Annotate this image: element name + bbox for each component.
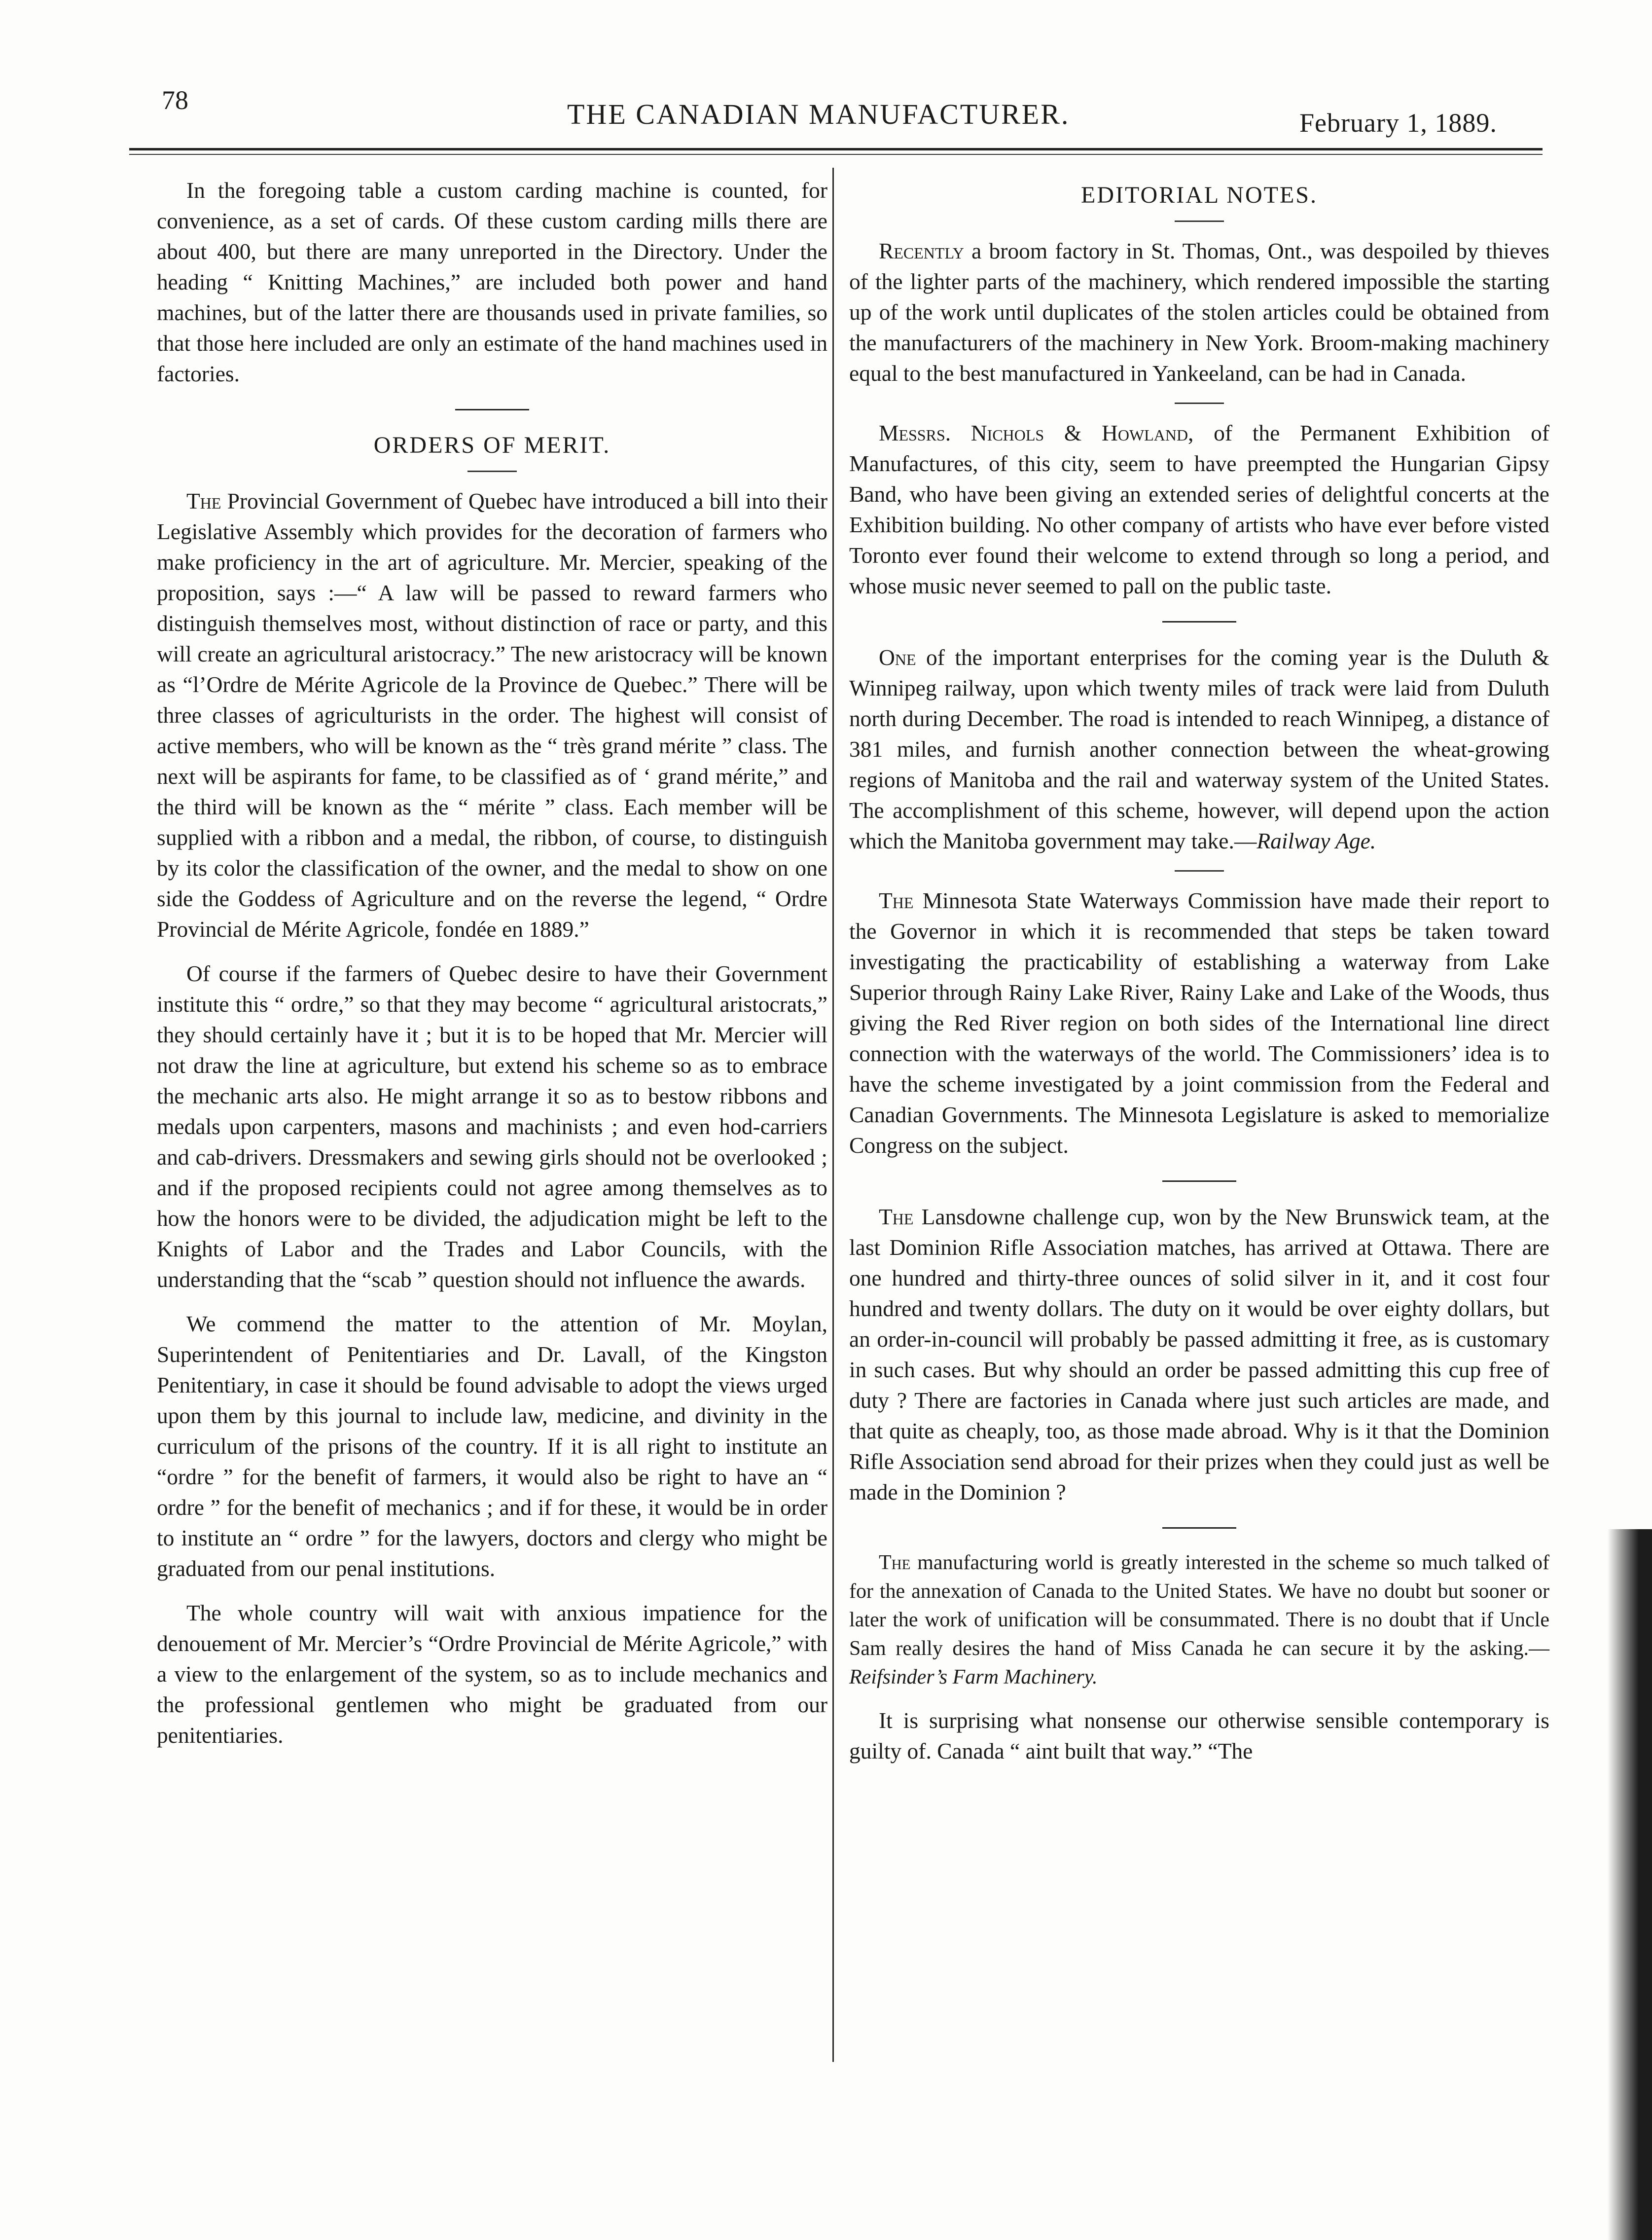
intro-paragraph: In the foregoing table a custom carding machine is counted, for convenience, as a set of cards. Of these custom carding mills there are about 400, but there are many unreported in the Directory. Under the heading “ Knitting Machines,” are included both power and hand machines, but of the latter there are thousands used in private families, so that those here included are only an estimate of the hand machines used in factories. — [157, 178, 827, 386]
note-divider — [1162, 1180, 1236, 1182]
scan-edge-shadow — [1608, 1529, 1652, 2240]
note-divider — [1162, 1527, 1236, 1529]
section-title-editorial-notes: EDITORIAL NOTES. — [1081, 182, 1318, 208]
source-citation: Railway Age. — [1257, 828, 1376, 853]
lead-word: The — [879, 1551, 911, 1574]
editorial-note: The Minnesota State Waterways Commission have made their report to the Governor in which it is recommended that steps be taken toward investigating the practicability of establishing a waterway from Lake Superior through Rainy Lake River, Rainy Lake and Lake of the Woods, thus giving the Red River region on both sides of the International line direct connection with the waterways of the world. The Commissioners’ idea is to have the scheme investigated by a joint commission from the Federal and Canadian Governments. The Minnesota Legislature is asked to memorialize Congress on the subject. — [849, 888, 1549, 1158]
lead-word: Recently — [879, 238, 964, 263]
section-divider — [455, 409, 529, 410]
article-paragraph: We commend the matter to the attention of Mr. Moylan, Superintendent of Penitentiaries and Dr. Lavall, of the Kingston Penitentiary, in case it should be found advisable to adopt the views urged upon them by this journal to include law, medicine, and divinity in the curriculum of the prisons of the country. If it is all right to institute an “ordre ” for the benefit of farmers, it would also be right to have an “ ordre ” for the benefit of mechanics ; and if for these, it would be in order to institute an “ ordre ” for the lawyers, doctors and clergy who might be graduated from our penal institutions. — [157, 1311, 827, 1581]
page-number: 78 — [162, 85, 188, 115]
section-title-orders-of-merit: ORDERS OF MERIT. — [373, 432, 611, 458]
note-divider — [1175, 403, 1224, 404]
editorial-note: The Lansdowne challenge cup, won by the New Brunswick team, at the last Dominion Rifle Association matches, has arrived at Ottawa. There are one hundred and thirty-three ounces of solid silver in it, and it cost four hundred and twenty dollars. The duty on it would be over eighty dollars, but an order-in-council will probably be passed admitting it free, as is customary in such cases. But why should an order be passed admitting this cup free of duty ? There are factories in Canada where just such articles are made, and that quite as cheaply, too, as those made abroad. Why is it that the Dominion Rifle Association send abroad for their prizes when they could just as well be made in the Dominion ? — [849, 1204, 1549, 1505]
left-column — [157, 175, 827, 1764]
right-column — [849, 175, 1549, 1780]
column-divider — [832, 168, 834, 2062]
lead-word: Messrs. Nichols & Howland, — [879, 420, 1194, 445]
page-header — [0, 0, 1652, 148]
header-rule-thin — [129, 154, 1543, 155]
article-paragraph: Of course if the farmers of Quebec desire to have their Government institute this “ ordre,” so that they may become “ agricultural aristocrats,” they should certainly have it ; but it is to be hoped that Mr. Mercier will not draw the line at agriculture, but extend his scheme so as to embrace the mechanic arts also. He might arrange it so as to bestow ribbons and medals upon carpenters, masons and machinists ; and even hod-carriers and cab-drivers. Dressmakers and sewing girls should not be overlooked ; and if the proposed recipients could not agree among themselves as to how the honors were to be divided, the adjudication might be left to the Knights of Labor and the Trades and Labor Councils, with the understanding that the “scab ” question should not influence the awards. — [157, 961, 827, 1292]
lead-word: The — [879, 1204, 914, 1229]
lead-word: The — [186, 488, 221, 514]
lead-word: The — [879, 888, 914, 913]
article-paragraph: The whole country will wait with anxious impatience for the denouement of Mr. Mercier’s “Ordre Provincial de Mérite Agricole,” with a view to the enlargement of the system, so as to include mechanics and the professional gentlemen who might be graduated from our penitentiaries. — [157, 1600, 827, 1748]
journal-title: THE CANADIAN MANUFACTURER. — [567, 98, 1070, 130]
closing-paragraph: It is surprising what nonsense our otherwise sensible contemporary is guilty of. Canada “ aint built that way.” “The — [849, 1708, 1549, 1763]
issue-date: February 1, 1889. — [1299, 108, 1497, 138]
title-rule — [1175, 220, 1224, 222]
article-paragraph: The Provincial Government of Quebec have introduced a bill into their Legislative Assembly which provides for the decoration of farmers who make proficiency in the art of agriculture. Mr. Mercier, speaking of the proposition, says :—“ A law will be passed to reward farmers who distinguish themselves most, without distinction of race or party, and this will create an agricultural aristocracy.” The new aristocracy will be known as “l’Ordre de Mérite Agricole de la Province de Quebec.” There will be three classes of agriculturists in the order. The highest will consist of active members, who will be known as the “ très grand mérite ” class. The next will be aspirants for fame, to be classified as of ‘ grand mérite,” and the third will be known as the “ mérite ” class. Each member will be supplied with a ribbon and a medal, the ribbon, of course, to distinguish by its color the classification of the owner, and the medal to show on one side the Goddess of Agriculture and on the reverse the legend, “ Ordre Provincial de Mérite Agricole, fondée en 1889.” — [157, 488, 827, 942]
editorial-note: One of the important enterprises for the coming year is the Duluth & Winnipeg railway, upon which twenty miles of track were laid from Duluth north during December. The road is intended to reach Winnipeg, a distance of 381 miles, and furnish another connection between the wheat-growing regions of Manitoba and the rail and waterway system of the United States. The accomplishment of this scheme, however, will depend upon the action which the Manitoba government may take.—Railway Age. — [849, 645, 1549, 853]
note-divider — [1162, 621, 1236, 623]
source-citation: Reifsinder’s Farm Machinery. — [849, 1666, 1098, 1689]
note-divider — [1175, 870, 1224, 872]
lead-word: One — [879, 645, 916, 670]
header-rule — [129, 148, 1543, 150]
title-rule — [467, 471, 517, 472]
editorial-note: Recently a broom factory in St. Thomas, Ont., was despoiled by thieves of the lighter parts of the machinery, which rendered impossible the starting up of the work until duplicates of the stolen articles could be obtained from the manufacturers of the machinery in New York. Broom-making machinery equal to the best manufactured in Yankeeland, can be had in Canada. — [849, 238, 1549, 386]
editorial-note: Messrs. Nichols & Howland, of the Permanent Exhibition of Manufactures, of this city, seem to have preempted the Hungarian Gipsy Band, who have been giving an extended series of delightful concerts at the Exhibition building. No other company of artists who have ever before visted Toronto ever found their welcome to extend through so long a period, and whose music never seemed to pall on the public taste. — [849, 420, 1549, 598]
editorial-note: The manufacturing world is greatly interested in the scheme so much talked of for the annexation of Canada to the United States. We have no doubt but sooner or later the work of unification will be consummated. There is no doubt that if Uncle Sam really desires the hand of Miss Canada he can secure it by the asking.—Reifsinder’s Farm Machinery. — [849, 1551, 1549, 1689]
